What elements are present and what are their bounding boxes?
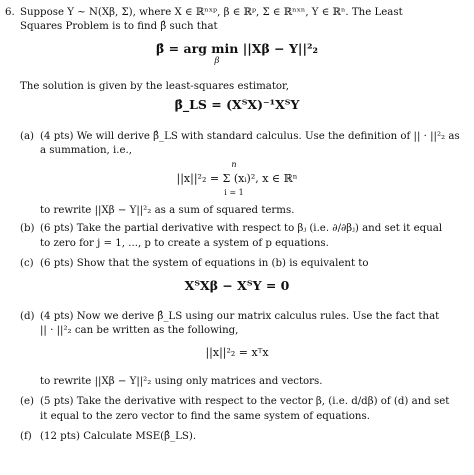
argmin-equation: β̂ = arg min ||Xβ − Y||²₂	[156, 41, 318, 56]
part-a-line-3: to rewrite ||Xβ − Y||²₂ as a sum of squared terms.	[40, 205, 295, 216]
part-f-label: (f)	[20, 431, 32, 442]
problem-intro-line-1: Suppose Y ~ N(Xβ, Σ), where X ∈ ℝⁿˣᵖ, β ∈ ℝᵖ, Σ ∈ ℝⁿˣⁿ, Y ∈ ℝⁿ. The Least	[20, 7, 403, 18]
part-b-label: (b)	[20, 223, 35, 234]
argmin-subscript: β	[214, 56, 220, 66]
sum-lower-limit: i = 1	[224, 188, 244, 197]
part-d-label: (d)	[20, 311, 35, 322]
solution-text: The solution is given by the least-squares estimator,	[20, 81, 290, 92]
part-a-label: (a)	[20, 131, 35, 142]
normal-equations: XᵀXβ − XᵀY = 0	[184, 278, 290, 293]
part-e-label: (e)	[20, 396, 34, 407]
part-a-line-2: a summation, i.e.,	[40, 145, 133, 156]
part-c-line-1: (6 pts) Show that the system of equations in (b) is equivalent to	[40, 258, 369, 269]
problem-intro-line-2: Squares Problem is to find β̂ such that	[20, 21, 218, 32]
part-d-line-2: || · ||²₂ can be written as the following,	[40, 325, 239, 336]
part-c-label: (c)	[20, 258, 34, 269]
part-d-line-3: to rewrite ||Xβ − Y||²₂ using only matrices and vectors.	[40, 376, 323, 387]
part-f-line-1: (12 pts) Calculate MSE(β̂_LS).	[40, 431, 197, 442]
part-a-line-1: (4 pts) We will derive β̂_LS with standard calculus. Use the definition of || · ||²₂ as	[40, 131, 460, 142]
part-e-line-2: it equal to the zero vector to find the same system of equations.	[40, 411, 370, 422]
part-b-line-1: (6 pts) Take the partial derivative with respect to βⱼ (i.e. ∂/∂βⱼ) and set it equal	[40, 223, 443, 234]
ls-estimator-equation: β̂_LS = (XᵀX)⁻¹XᵀY	[174, 97, 300, 112]
part-e-line-1: (5 pts) Take the derivative with respect to the vector β, (i.e. d/dβ) of (d) and set	[40, 396, 450, 407]
sum-upper-limit: n	[231, 160, 237, 169]
norm-sum-equation: ||x||²₂ = Σ (xᵢ)², x ∈ ℝⁿ	[176, 172, 298, 185]
part-d-line-1: (4 pts) Now we derive β̂_LS using our matrix calculus rules. Use the fact that	[40, 311, 440, 322]
problem-number: 6.	[5, 7, 15, 18]
norm-inner-product-equation: ||x||²₂ = xᵀx	[205, 346, 269, 359]
part-b-line-2: to zero for j = 1, ..., p to create a system of p equations.	[40, 238, 329, 249]
